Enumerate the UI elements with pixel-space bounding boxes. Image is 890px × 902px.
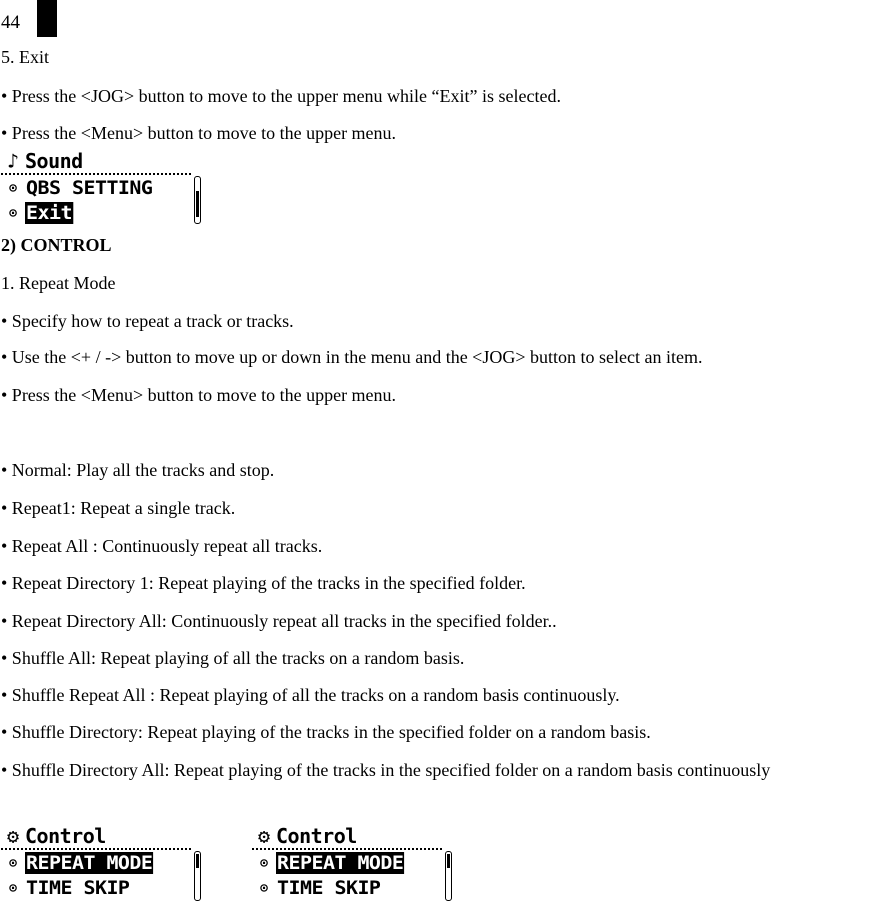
radio-bullet-icon: ⊙ xyxy=(9,205,17,221)
mode-description: • Normal: Play all the tracks and stop. xyxy=(1,460,275,480)
control-menu-screen xyxy=(252,824,452,902)
radio-bullet-icon: ⊙ xyxy=(9,880,17,896)
mode-description: • Shuffle Directory All: Repeat playing of the tracks in the specified folder on a random basis continuously xyxy=(1,760,771,780)
lcd-title-bar xyxy=(252,824,357,848)
lcd-divider xyxy=(1,848,191,850)
sound-icon: ♪ xyxy=(6,149,20,173)
lcd-menu-item-label: TIME SKIP xyxy=(26,877,130,899)
gear-icon: ⚙ xyxy=(257,824,271,848)
exit-bullet: • Press the <JOG> button to move to the upper menu while “Exit” is selected. xyxy=(1,86,561,106)
lcd-title-bar xyxy=(1,824,106,848)
page-tab-marker xyxy=(37,0,57,37)
control-heading: 2) CONTROL xyxy=(1,235,112,255)
lcd-scrollbar xyxy=(445,851,452,901)
radio-bullet-icon: ⊙ xyxy=(260,880,268,896)
lcd-menu-item-label: TIME SKIP xyxy=(277,877,381,899)
lcd-scrollbar-thumb xyxy=(196,854,199,868)
control-menu-screen xyxy=(1,824,201,902)
lcd-menu-item-label-selected: REPEAT MODE xyxy=(26,852,153,874)
exit-bullet: • Press the <Menu> button to move to the upper menu. xyxy=(1,123,397,143)
control-bullet: • Use the <+ / -> button to move up or down in the menu and the <JOG> button to select an item. xyxy=(1,347,703,367)
mode-description: • Shuffle Directory: Repeat playing of the tracks in the specified folder on a random basis. xyxy=(1,722,651,742)
lcd-menu-item xyxy=(252,876,381,900)
lcd-scrollbar-thumb xyxy=(447,854,450,868)
lcd-title: Control xyxy=(276,824,357,848)
mode-description: • Repeat1: Repeat a single track. xyxy=(1,498,236,518)
control-bullet: • Specify how to repeat a track or tracks. xyxy=(1,311,294,331)
lcd-scrollbar-thumb xyxy=(196,191,199,217)
lcd-title: Control xyxy=(25,824,106,848)
mode-description: • Repeat Directory 1: Repeat playing of the tracks in the specified folder. xyxy=(1,573,526,593)
lcd-menu-item xyxy=(1,876,130,900)
lcd-menu-item xyxy=(252,851,404,875)
mode-description: • Shuffle All: Repeat playing of all the tracks on a random basis. xyxy=(1,648,465,668)
gear-icon: ⚙ xyxy=(6,824,20,848)
lcd-divider xyxy=(1,173,191,175)
lcd-title: Sound xyxy=(25,149,83,173)
mode-description: • Shuffle Repeat All : Repeat playing of all the tracks on a random basis continuously. xyxy=(1,685,620,705)
mode-description: • Repeat All : Continuously repeat all tracks. xyxy=(1,536,323,556)
page-number: 44 xyxy=(1,12,20,33)
lcd-scrollbar xyxy=(194,176,201,224)
radio-bullet-icon: ⊙ xyxy=(260,855,268,871)
lcd-menu-item xyxy=(1,201,71,225)
lcd-menu-item-label-selected: Exit xyxy=(26,202,73,224)
radio-bullet-icon: ⊙ xyxy=(9,180,17,196)
radio-bullet-icon: ⊙ xyxy=(9,855,17,871)
control-bullet: • Press the <Menu> button to move to the upper menu. xyxy=(1,385,397,405)
mode-description: • Repeat Directory All: Continuously repeat all tracks in the specified folder.. xyxy=(1,611,557,631)
lcd-menu-item xyxy=(1,851,153,875)
lcd-divider xyxy=(252,848,442,850)
lcd-menu-item-label-selected: REPEAT MODE xyxy=(277,852,404,874)
repeat-mode-subheading: 1. Repeat Mode xyxy=(1,273,116,293)
sound-menu-screen xyxy=(1,149,201,227)
lcd-menu-item-label: QBS SETTING xyxy=(26,177,153,199)
lcd-title-bar xyxy=(1,149,83,173)
exit-heading: 5. Exit xyxy=(1,47,49,67)
lcd-menu-item xyxy=(1,176,153,200)
lcd-scrollbar xyxy=(194,851,201,901)
